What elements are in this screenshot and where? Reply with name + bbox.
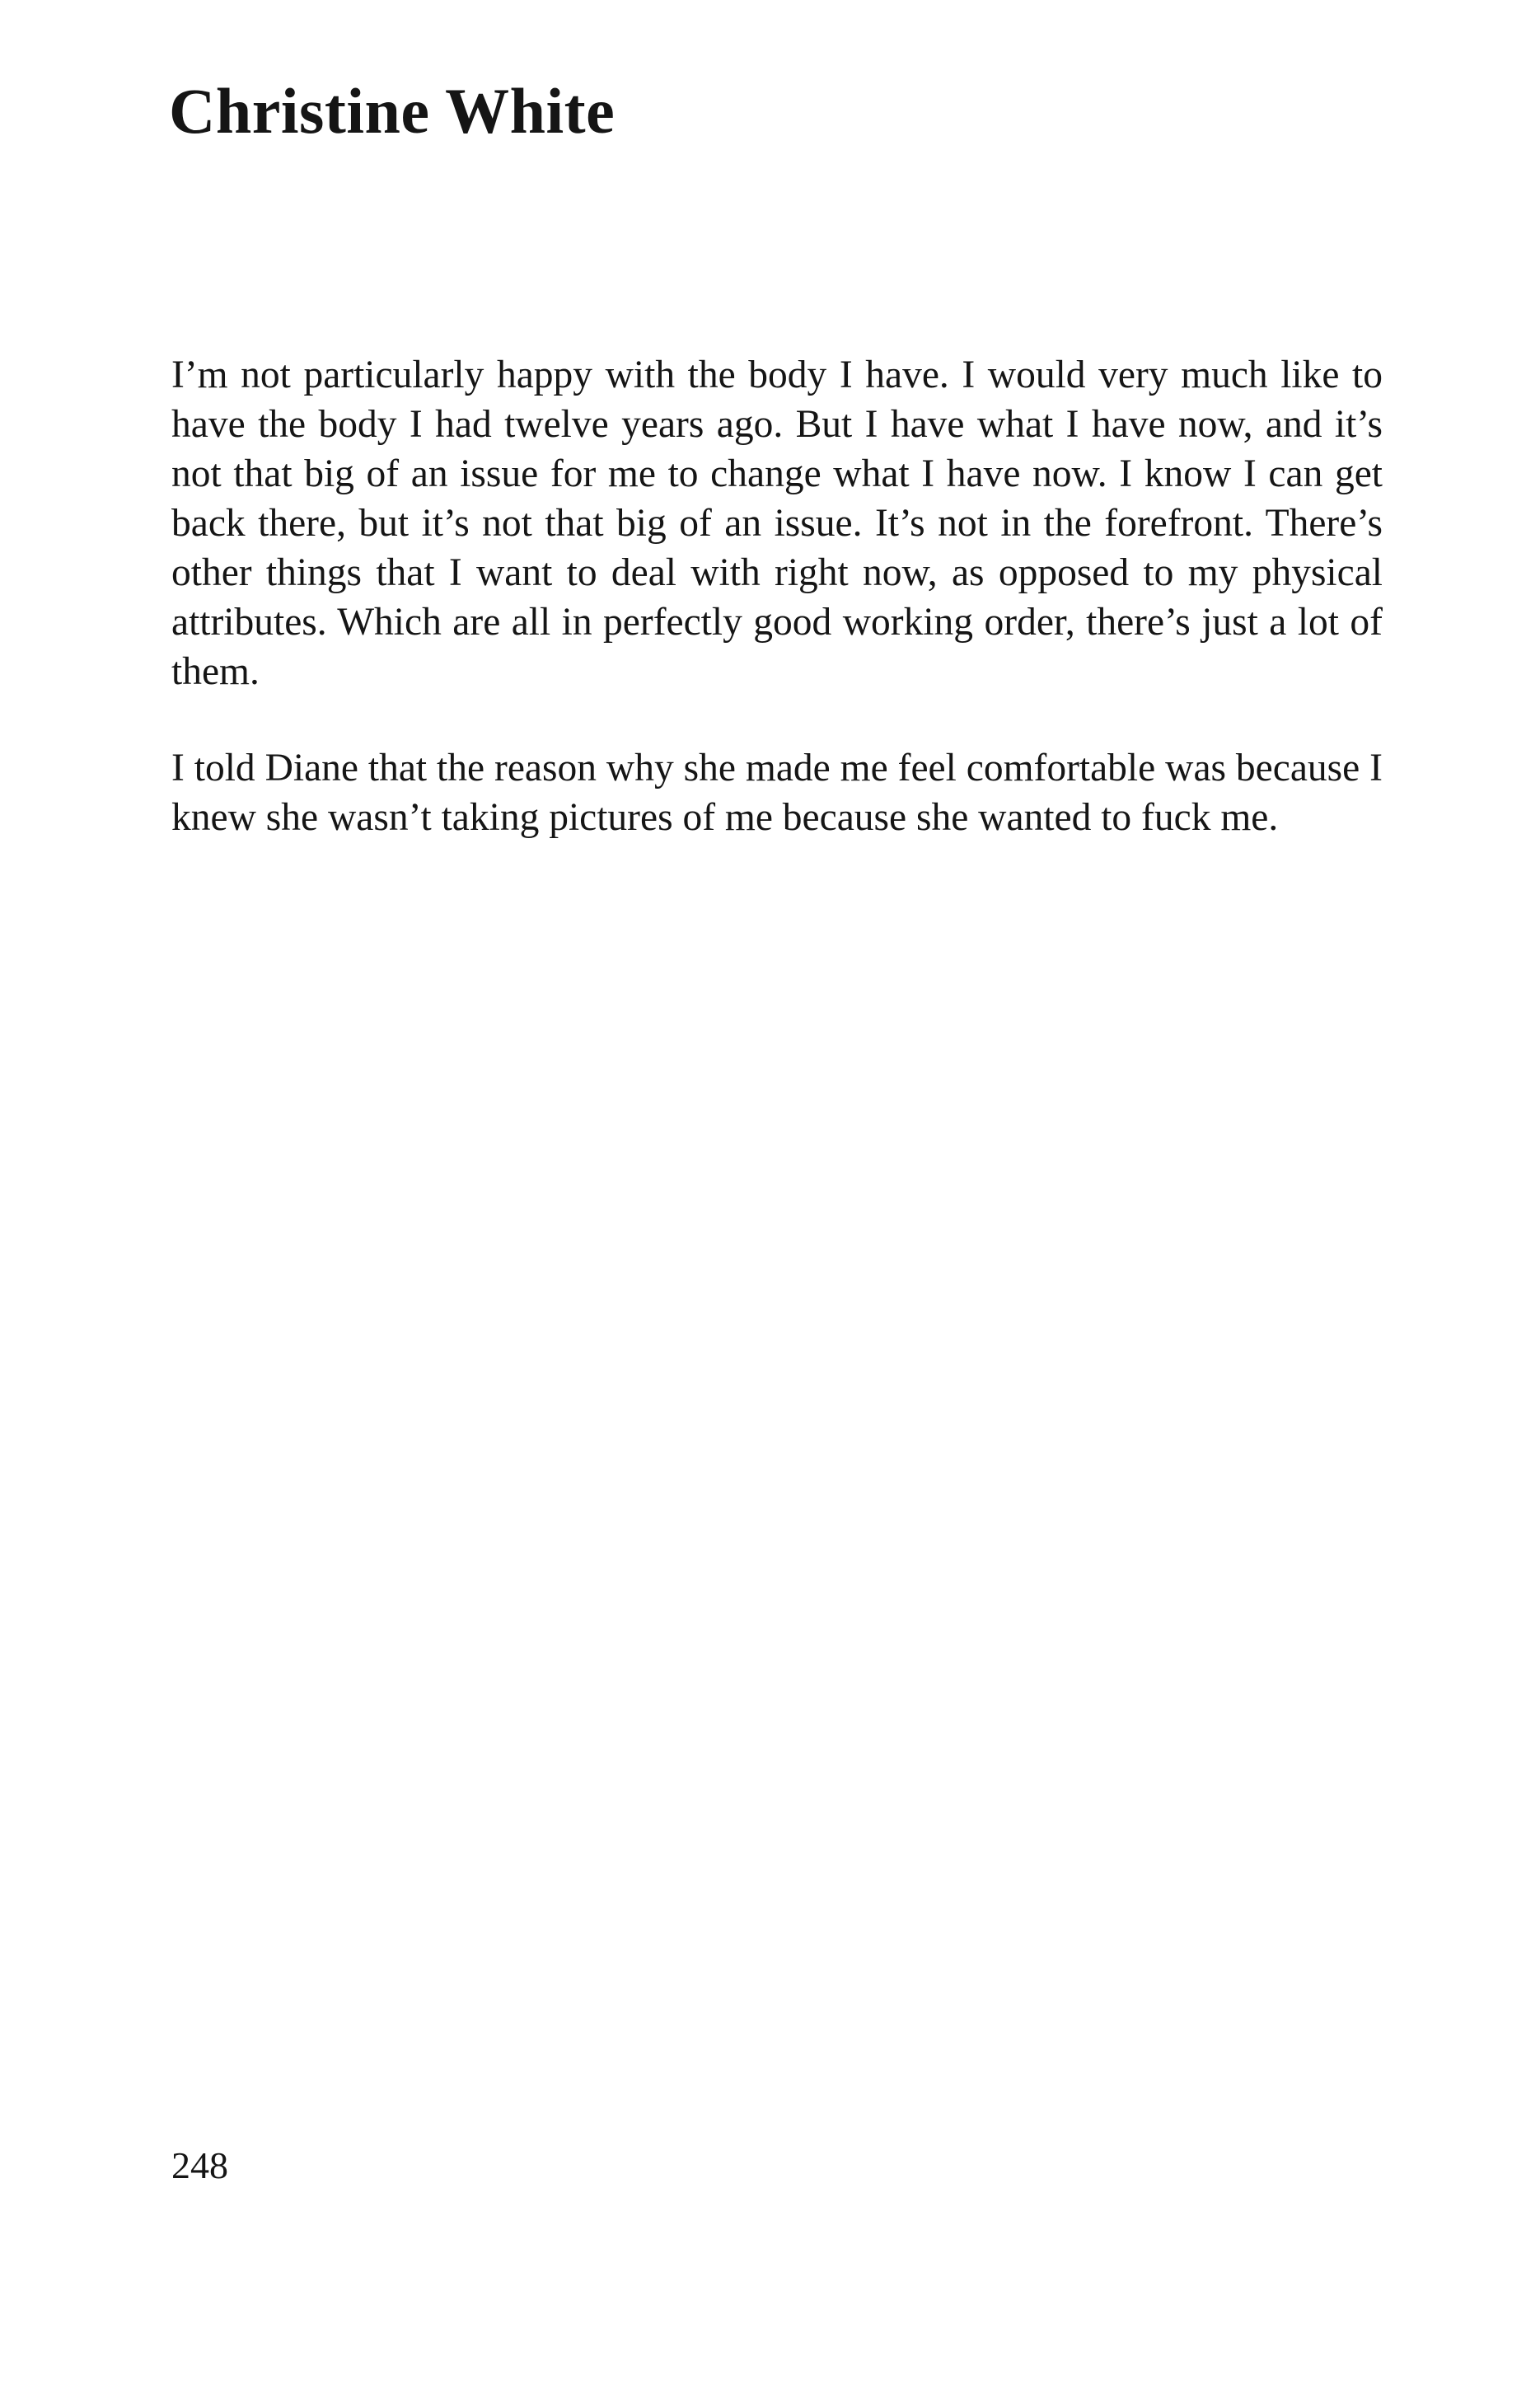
paragraph-2: I told Diane that the reason why she made me feel comfortable was because I knew she wasn’t taking pictures of me because she wanted to fuck me. <box>171 747 1383 839</box>
paragraph-1: I’m not particularly happy with the body I have. I would very much like to have the body I had twelve years ago. But I have what I have now, and it’s not that big of an issue for me to change what I have now. I know I can get back there, but it’s not that big of an issue. It’s not in the forefront. There’s other things that I want to deal with right now, as opposed to my physical attributes. Which are all in perfectly good working order, there’s just a lot of them. <box>171 354 1383 693</box>
page-title: Christine White <box>169 75 616 147</box>
body-text <box>171 350 1383 889</box>
page-number: 248 <box>171 2144 228 2186</box>
